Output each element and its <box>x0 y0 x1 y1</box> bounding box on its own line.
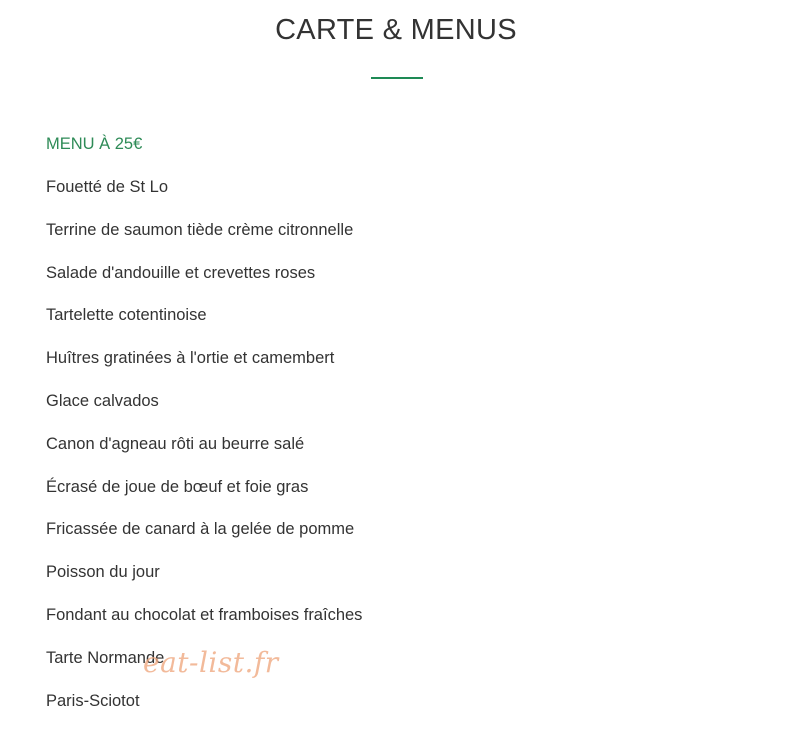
menu-item: Salade d'andouille et crevettes roses <box>46 263 316 282</box>
menu-item: Fondant au chocolat et framboises fraîches <box>46 605 363 624</box>
menu-item: Canon d'agneau rôti au beurre salé <box>46 434 305 453</box>
menu-item: Tarte Normande <box>46 648 165 667</box>
title-underline <box>371 77 423 79</box>
menu-item: Fouetté de St Lo <box>46 178 169 196</box>
menu-item: Glace calvados <box>46 391 159 410</box>
menu-section <box>46 130 766 729</box>
menu-item: Paris-Sciotot <box>46 691 140 710</box>
menu-heading: MENU À 25€ <box>46 135 143 153</box>
menu-item: Huîtres gratinées à l'ortie et camembert <box>46 349 335 368</box>
menu-item: Tartelette cotentinoise <box>46 306 207 325</box>
menu-item: Poisson du jour <box>46 563 160 582</box>
page-title: CARTE & MENUS <box>275 14 517 46</box>
menu-item: Terrine de saumon tiède crème citronnelle <box>46 220 354 239</box>
watermark: eat-list.fr <box>143 646 279 679</box>
menu-item: Fricassée de canard à la gelée de pomme <box>46 520 355 539</box>
menu-item: Écrasé de joue de bœuf et foie gras <box>46 477 309 496</box>
